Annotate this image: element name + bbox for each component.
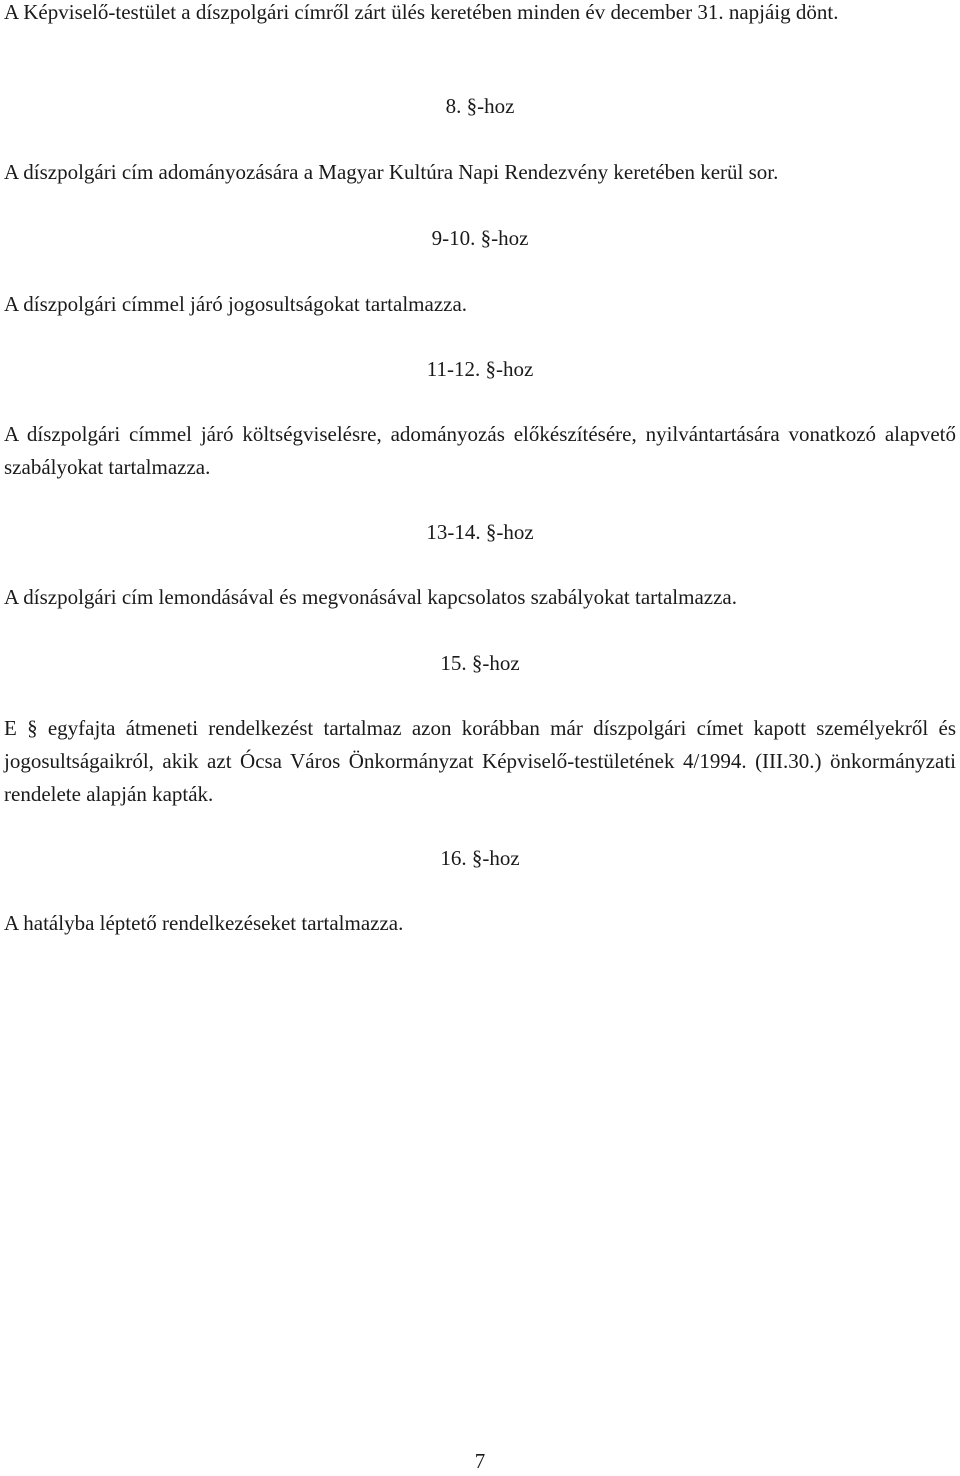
paragraph-entry-into-force: A hatályba léptető rendelkezéseket tartalmazza. xyxy=(4,911,404,935)
paragraph-revocation: A díszpolgári cím lemondásával és megvonásával kapcsolatos szabályokat tartalmazza. xyxy=(4,585,737,609)
section-heading-8: 8. §-hoz xyxy=(445,94,515,118)
paragraph-decision-deadline: A Képviselő-testület a díszpolgári címről zárt ülés keretében minden év december 31. napjáig dönt. xyxy=(4,0,839,24)
paragraph-transitional: E § egyfajta átmeneti rendelkezést tartalmaz azon korábban már díszpolgári címet kapott személyekről és jogosultságaikról, akik azt Ócsa Város Önkormányzat Képviselő-testületének 4/1994. (III.30.) önkormányzati rendelete alapján kapták. xyxy=(4,716,956,806)
section-heading-16: 16. §-hoz xyxy=(440,846,520,870)
paragraph-entitlements: A díszpolgári címmel járó jogosultságokat tartalmazza. xyxy=(4,292,468,316)
page-number: 7 xyxy=(474,1449,486,1473)
paragraph-award-event: A díszpolgári cím adományozására a Magyar Kultúra Napi Rendezvény keretében kerül sor. xyxy=(4,160,779,184)
section-heading-11-12: 11-12. §-hoz xyxy=(426,357,534,381)
paragraph-costs-rules: A díszpolgári címmel járó költségviselésre, adományozás előkészítésére, nyilvántartására vonatkozó alapvető szabályokat tartalmazza. xyxy=(4,422,956,479)
section-heading-15: 15. §-hoz xyxy=(440,651,520,675)
section-heading-9-10: 9-10. §-hoz xyxy=(431,226,529,250)
section-heading-13-14: 13-14. §-hoz xyxy=(426,520,534,544)
